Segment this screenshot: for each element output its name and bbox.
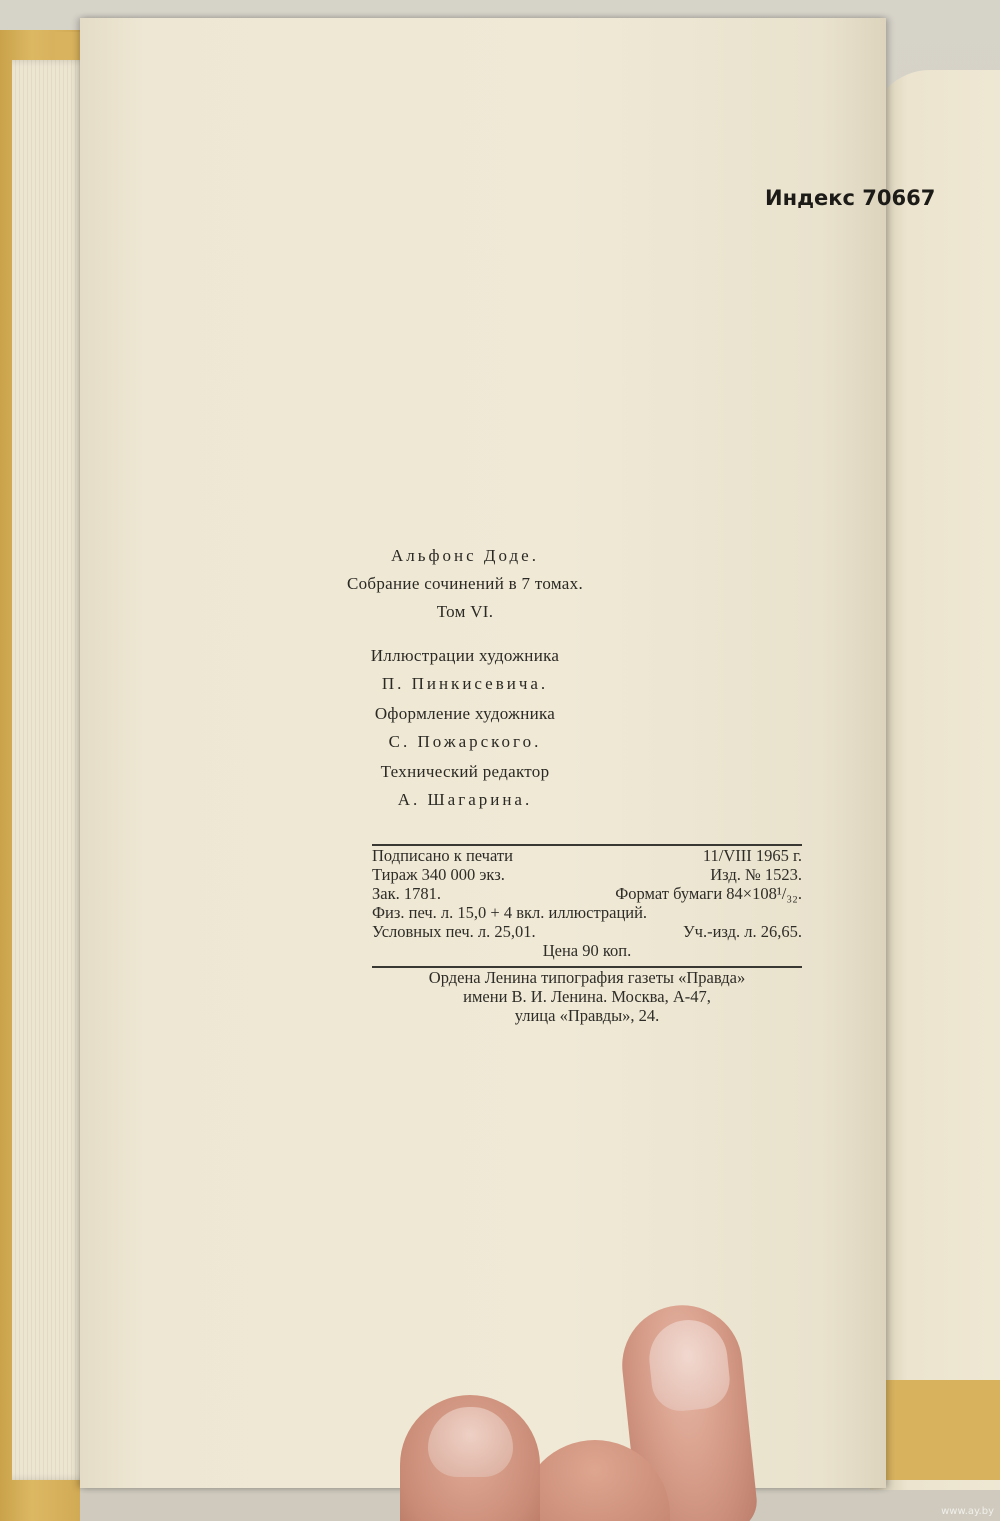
watermark: www.ay.by [941, 1506, 994, 1517]
imprint-row-run: Тираж 340 000 экз. Изд. № 1523. [372, 865, 802, 884]
imprint-block [372, 844, 802, 1025]
illustrations-label: Иллюстрации художника [370, 646, 560, 665]
finger-nail [428, 1407, 513, 1477]
illustrator-name: П. Пинкисевича. [381, 674, 549, 693]
imprint-row-price: Цена 90 коп. [542, 941, 632, 960]
designer-name: С. Пожарского. [388, 732, 542, 751]
imprint-row-cond: Условных печ. л. 25,01. Уч.-изд. л. 26,65. [372, 922, 802, 941]
facing-page [870, 70, 1000, 1490]
printer-line-1: Ордена Ленина типография газеты «Правда» [428, 968, 746, 987]
index-label: Индекс 70667 [765, 186, 936, 210]
tech-editor-label: Технический редактор [380, 762, 550, 781]
printer-line-3: улица «Правды», 24. [514, 1006, 660, 1025]
colophon-page [80, 18, 936, 1488]
printer-line-2: имени В. И. Ленина. Москва, А-47, [463, 987, 711, 1006]
imprint-row-phys: Физ. печ. л. 15,0 + 4 вкл. иллюстраций. [372, 903, 648, 922]
imprint-row-signed: Подписано к печати 11/VIII 1965 г. [372, 846, 802, 865]
collection-line: Собрание сочинений в 7 томах. [346, 574, 583, 593]
tech-editor-name: А. Шагарина. [397, 790, 533, 809]
imprint-row-order: Зак. 1781. Формат бумаги 84×108¹/₃₂. [372, 884, 802, 903]
design-label: Оформление художника [374, 704, 556, 723]
book-cover-right [875, 1380, 1000, 1480]
volume-line: Том VI. [436, 602, 494, 621]
author-line: Альфонс Доде. [391, 546, 539, 565]
